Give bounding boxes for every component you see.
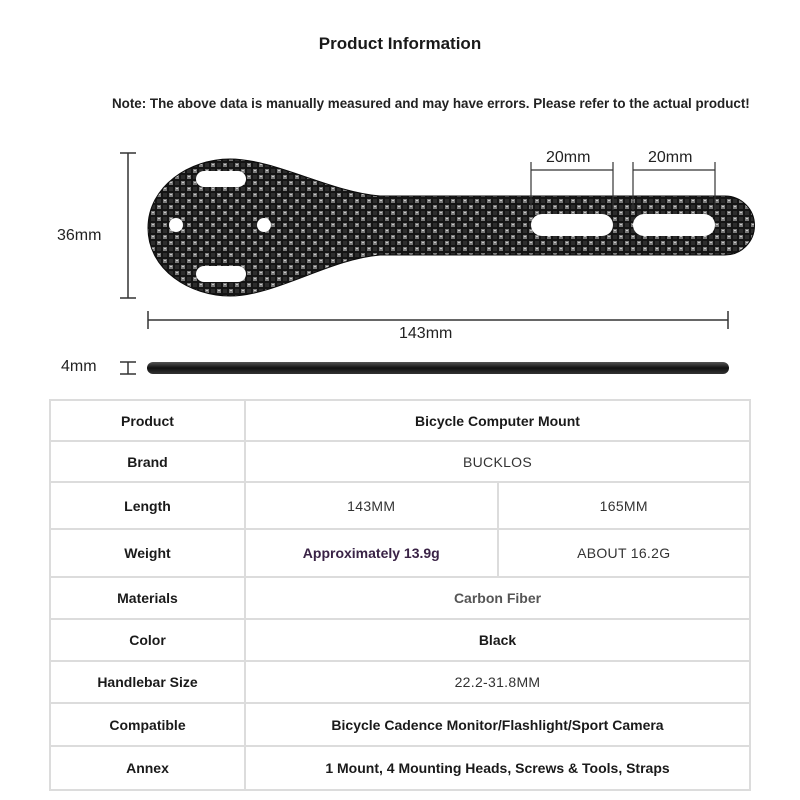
slot1-width-label: 20mm xyxy=(546,149,591,166)
spec-value: ABOUT 16.2G xyxy=(498,529,751,577)
height-label: 36mm xyxy=(57,227,102,244)
spec-label: Handlebar Size xyxy=(50,661,245,703)
spec-label: Color xyxy=(50,619,245,661)
slot2-width-label: 20mm xyxy=(648,149,693,166)
spec-value: Bicycle Cadence Monitor/Flashlight/Sport Camera xyxy=(245,703,750,746)
spec-value: 1 Mount, 4 Mounting Heads, Screws & Tools, Straps xyxy=(245,746,750,790)
spec-label: Compatible xyxy=(50,703,245,746)
table-row xyxy=(50,661,750,703)
spec-table xyxy=(49,399,751,791)
table-row xyxy=(50,746,750,790)
thickness-label: 4mm xyxy=(61,358,97,375)
height-dimension xyxy=(120,153,136,298)
spec-value: 143MM xyxy=(245,482,498,529)
thickness-dimension xyxy=(120,362,136,374)
spec-label: Brand xyxy=(50,441,245,482)
table-row xyxy=(50,529,750,577)
table-row xyxy=(50,482,750,529)
table-row xyxy=(50,441,750,482)
table-row xyxy=(50,577,750,619)
spec-label: Weight xyxy=(50,529,245,577)
spec-value: Carbon Fiber xyxy=(245,577,750,619)
mount-slot xyxy=(633,214,715,236)
page-title: Product Information xyxy=(318,34,482,53)
measurement-note: Note: The above data is manually measured and may have errors. Please refer to the actual product! xyxy=(112,96,750,111)
mount-slot xyxy=(531,214,613,236)
side-profile-bar xyxy=(147,362,729,374)
spec-label: Annex xyxy=(50,746,245,790)
length-label: 143mm xyxy=(399,325,453,342)
spec-value: BUCKLOS xyxy=(245,441,750,482)
mount-hole xyxy=(257,218,271,232)
spec-label: Length xyxy=(50,482,245,529)
spec-value: Bicycle Computer Mount xyxy=(245,400,750,441)
spec-value: Black xyxy=(245,619,750,661)
spec-label: Product xyxy=(50,400,245,441)
mount-slot xyxy=(196,266,246,282)
table-row xyxy=(50,400,750,441)
spec-value: 22.2-31.8MM xyxy=(245,661,750,703)
spec-label: Materials xyxy=(50,577,245,619)
table-row xyxy=(50,703,750,746)
mount-slot xyxy=(196,171,246,187)
spec-value: Approximately 13.9g xyxy=(245,529,498,577)
table-row xyxy=(50,619,750,661)
spec-value: 165MM xyxy=(498,482,751,529)
mount-hole xyxy=(169,218,183,232)
